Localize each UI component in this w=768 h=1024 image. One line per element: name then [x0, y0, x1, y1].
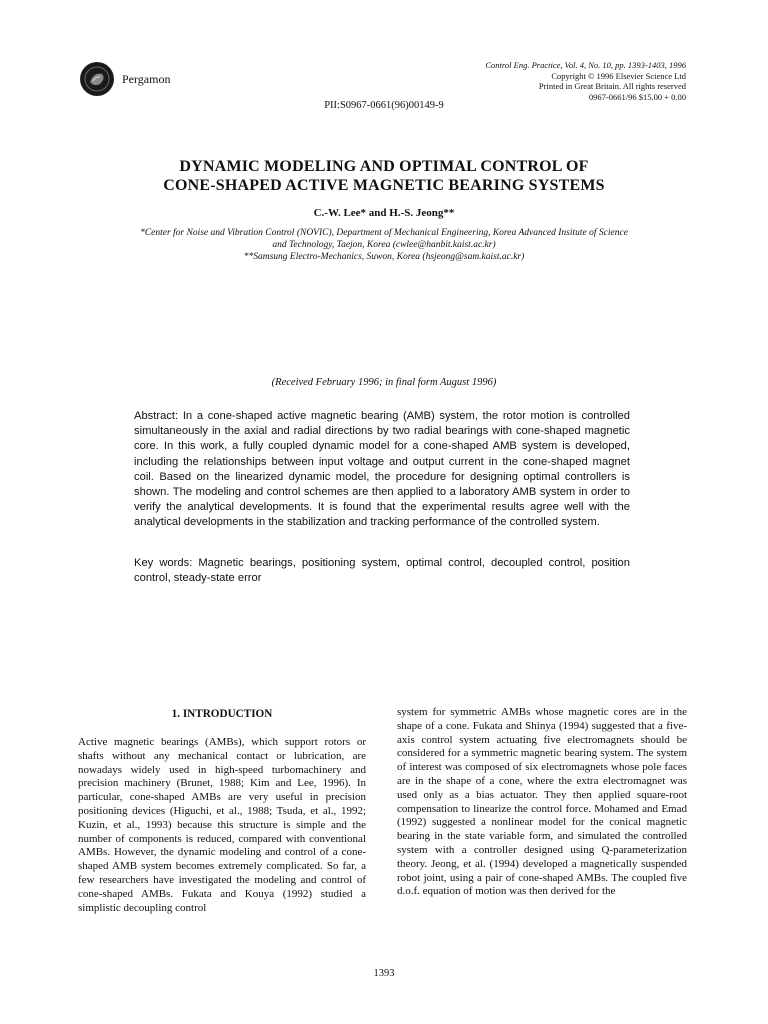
- affiliation-1b: and Technology, Taejon, Korea (cwlee@hanbit.kaist.ac.kr): [272, 240, 496, 250]
- page-number: 1393: [373, 968, 395, 979]
- publisher-logo-icon: [80, 62, 114, 96]
- journal-citation: Control Eng. Practice, Vol. 4, No. 10, pp. 1393-1403, 1996: [485, 60, 686, 70]
- issn-line: 0967-0661/96 $15.00 + 0.00: [588, 91, 686, 102]
- paper-title: [60, 157, 708, 195]
- pii-identifier: PII:S0967-0661(96)00149-9: [324, 100, 444, 111]
- intro-paragraph-right: system for symmetric AMBs whose magnetic cores are in the shape of a cone. Fukata and Shinya (1994) suggested that a five-axis control system actuating five electromagnets should be considered for a symmetric magnetic bearing system. The system of interest was composed of six electromagnets whose pole faces are in the shape of a cone, where the extra electromagnet was used only as a bias actuator. They then applied square-root compensation to linearize the control force. Mohamed and Emad (1992) suggested a nonlinear model for the conical magnetic bearing in the state variable form, and simulated the controlled system with a controller designed using Q-parameterization theory. Jeong, et al. (1994) developed a magnetically suspended robot joint, using a pair of cone-shaped AMBs. The coupled five d.o.f. equation of motion was then derived for the: [397, 706, 687, 898]
- section-heading-introduction: 1. INTRODUCTION: [171, 708, 273, 720]
- affiliation-1a: *Center for Noise and Vibration Control (NOVIC), Department of Mechanical Engineering, Korea Advanced Insitute of Science: [140, 228, 628, 238]
- keywords: Key words: Magnetic bearings, positioning system, optimal control, decoupled control, position control, steady-state error: [134, 557, 630, 585]
- journal-info: [386, 60, 686, 102]
- publisher-name: Pergamon: [122, 72, 171, 86]
- title-line-1: DYNAMIC MODELING AND OPTIMAL CONTROL OF: [179, 158, 589, 175]
- abstract: Abstract: In a cone-shaped active magnetic bearing (AMB) system, the rotor motion is controlled simultaneously in the axial and radial directions by two radial bearings with cone-shaped magnetic core. In this work, a fully coupled dynamic model for a cone-shaped AMB system is developed, including the relationships between input voltage and output current in the cone-shaped magnet coil. Based on the linearized dynamic model, the procedure for designing optimal controllers is shown. The modeling and control schemes are then applied to a laboratory AMB system in order to verify the analytical developments. It is found that the experimental results agree well with the analytical developments in the stabilization and tracking performance of the controlled system.: [134, 410, 630, 529]
- copyright-line: Copyright © 1996 Elsevier Science Ltd: [551, 70, 686, 81]
- left-column: [78, 706, 366, 915]
- affiliation-2: **Samsung Electro-Mechanics, Suwon, Korea (hsjeong@sam.kaist.ac.kr): [243, 252, 525, 262]
- intro-paragraph-left: Active magnetic bearings (AMBs), which support rotors or shafts without any mechanical contact or lubrication, are nowadays widely used in high-speed turbomachinery and precision machinery (Brunet, 1988; Kim and Lee, 1996). In particular, cone-shaped AMBs are very useful in precision positioning devices (Higuchi, et al., 1988; Tsuda, et al., 1992; Kuzin, et al., 1993) because this structure is simple and the number of components is reduced, compared with conventional AMBs. However, the dynamic modeling and control of a cone-shaped AMB system becomes extremely complicated. So far, a few researchers have investigated the modeling and control of cone-shaped AMBs. Fukata and Kouya (1992) studied a simplistic decoupling control: [78, 736, 366, 914]
- author-list: C.-W. Lee* and H.-S. Jeong**: [313, 207, 455, 219]
- received-date: (Received February 1996; in final form August 1996): [271, 377, 497, 388]
- affiliations: [70, 227, 698, 263]
- right-column: [397, 706, 687, 899]
- printed-line: Printed in Great Britain. All rights reserved: [538, 81, 686, 91]
- title-line-2: CONE-SHAPED ACTIVE MAGNETIC BEARING SYSTEMS: [163, 177, 605, 194]
